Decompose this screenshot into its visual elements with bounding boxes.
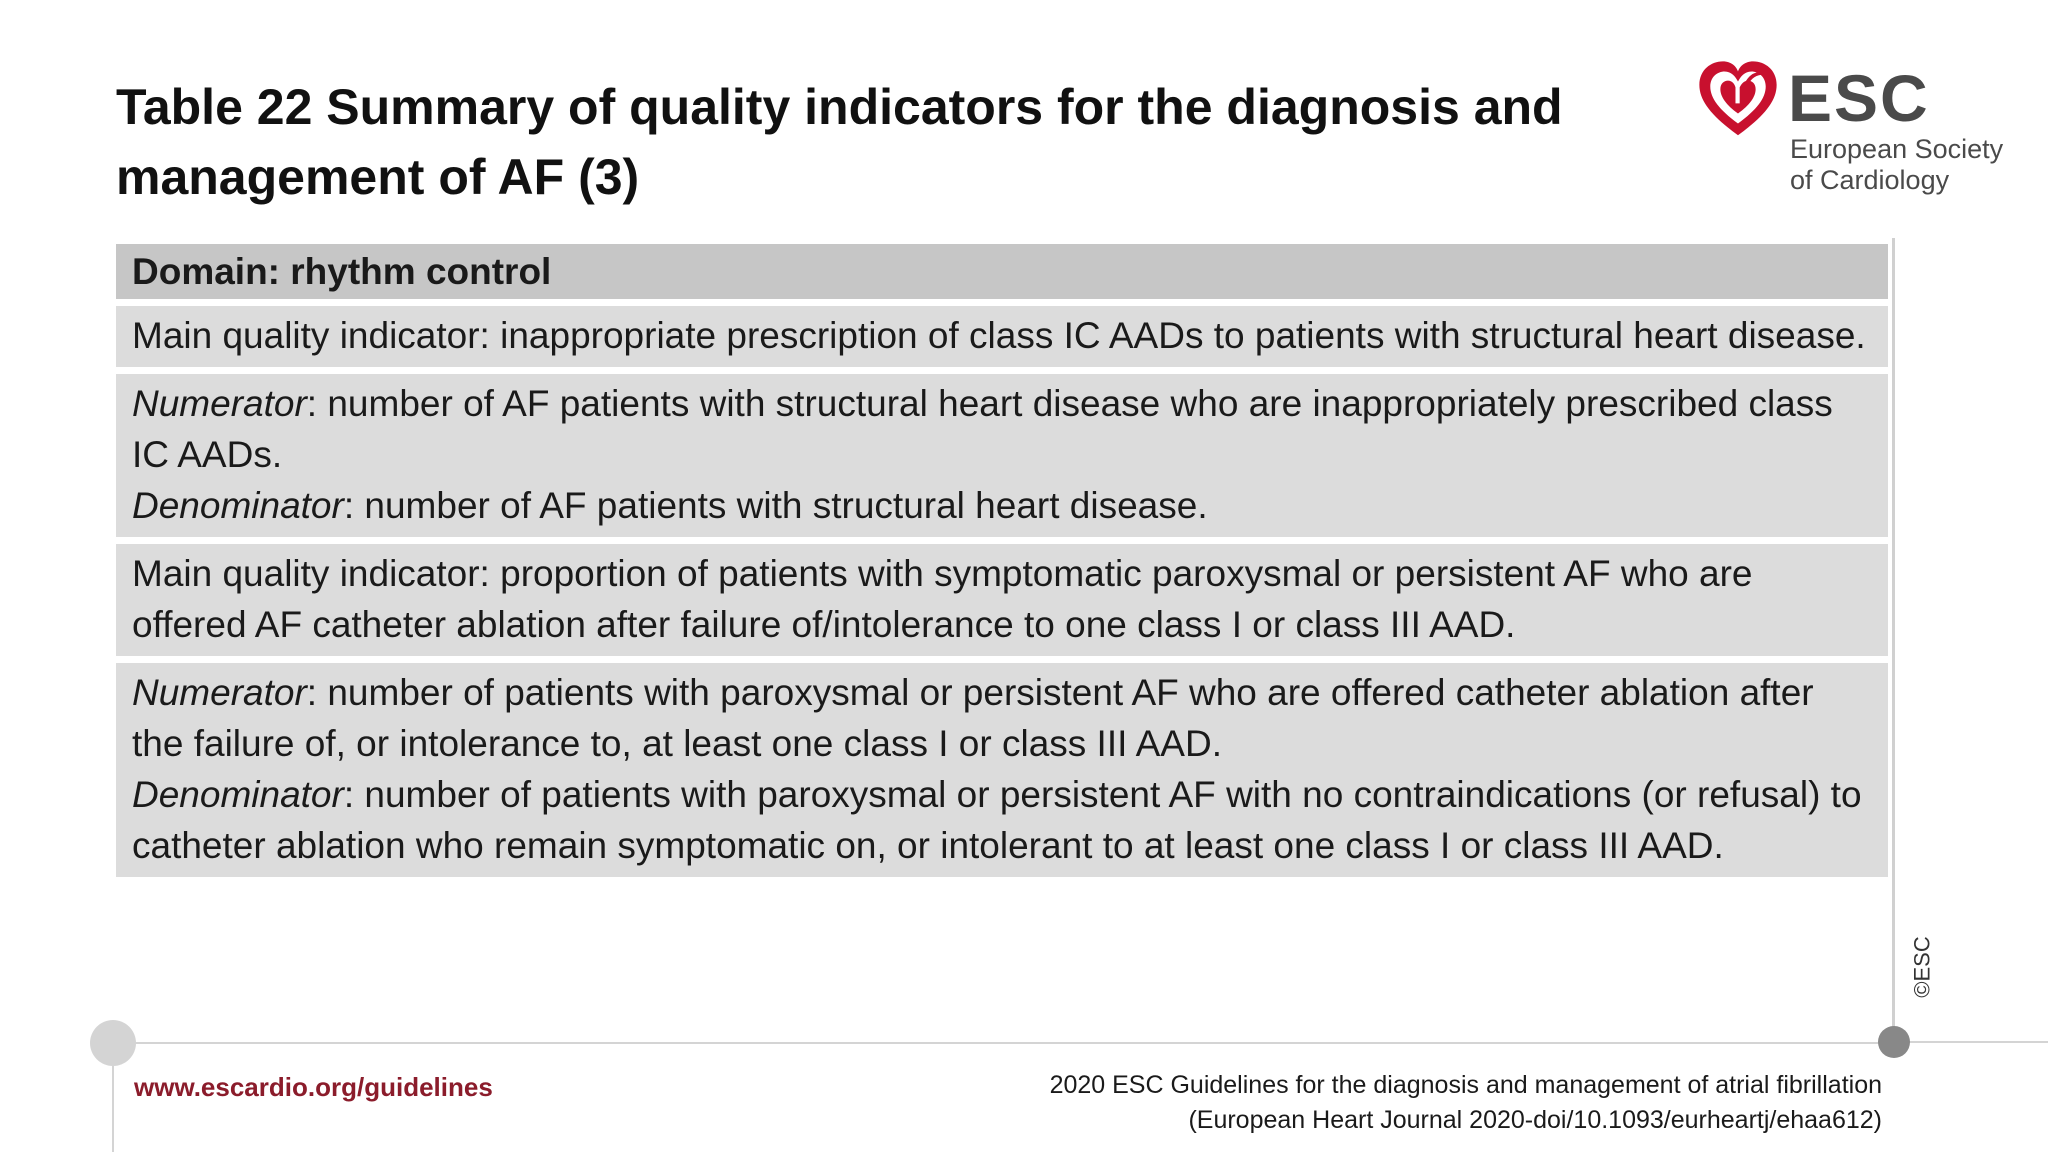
denominator-line: [132, 480, 1872, 531]
table-row-indicator-1: Main quality indicator: inappropriate prescription of class IC AADs to patients with structural heart disease.: [116, 306, 1888, 367]
guidelines-link[interactable]: www.escardio.org/guidelines: [134, 1072, 493, 1102]
table-divider-line: [1892, 238, 1895, 1044]
footer-dot-right: [1878, 1026, 1910, 1058]
denominator-text: : number of patients with paroxysmal or persistent AF with no contraindications (or refusal) to catheter ablation who remain symptomatic on, or intolerant to at least one class I or class III AAD.: [132, 774, 1862, 866]
denominator-line: [132, 769, 1872, 871]
logo-society-line1: European Society: [1790, 134, 2004, 164]
table-row-definition-2: [116, 663, 1888, 877]
logo-wordmark: ESC: [1788, 61, 1930, 135]
table-header: Domain: rhythm control: [116, 244, 1888, 299]
numerator-text: : number of patients with paroxysmal or persistent AF who are offered catheter ablation after the failure of, or intolerance to, at least one class I or class III AAD.: [132, 672, 1814, 764]
page-title: Table 22 Summary of quality indicators for the diagnosis and management of AF (3): [116, 79, 1563, 205]
numerator-text: : number of AF patients with structural heart disease who are inappropriately prescribed class IC AADs.: [132, 383, 1833, 475]
copyright-notice: [1900, 936, 1950, 1002]
quality-indicators-table: [116, 244, 1888, 884]
footer-divider-right: [1894, 1041, 2048, 1043]
esc-logo: [1696, 58, 2016, 198]
denominator-label: Denominator: [132, 774, 344, 815]
footer-dot-left: [90, 1020, 136, 1066]
esc-heart-icon: [1696, 58, 1780, 142]
numerator-line: [132, 378, 1872, 480]
footer-divider: [114, 1042, 1894, 1044]
footer-left-line: [112, 1066, 114, 1152]
table-row-indicator-2: Main quality indicator: proportion of patients with symptomatic paroxysmal or persistent AF who are offered AF catheter ablation after failure of/intolerance to one class I or class III AAD.: [116, 544, 1888, 656]
logo-society-name: [1790, 134, 2020, 196]
numerator-label: Numerator: [132, 383, 307, 424]
denominator-label: Denominator: [132, 485, 344, 526]
citation-line1: 2020 ESC Guidelines for the diagnosis and management of atrial fibrillation: [1049, 1071, 1882, 1099]
copyright-text: ©ESC: [1909, 936, 1935, 998]
citation: [1050, 1068, 1882, 1138]
citation-line2: (European Heart Journal 2020-doi/10.1093/eurheartj/ehaa612): [1188, 1106, 1882, 1134]
numerator-label: Numerator: [132, 672, 307, 713]
numerator-line: [132, 667, 1872, 769]
table-row-definition-1: [116, 374, 1888, 537]
logo-society-line2: of Cardiology: [1790, 165, 1950, 195]
denominator-text: : number of AF patients with structural heart disease.: [343, 485, 1208, 526]
